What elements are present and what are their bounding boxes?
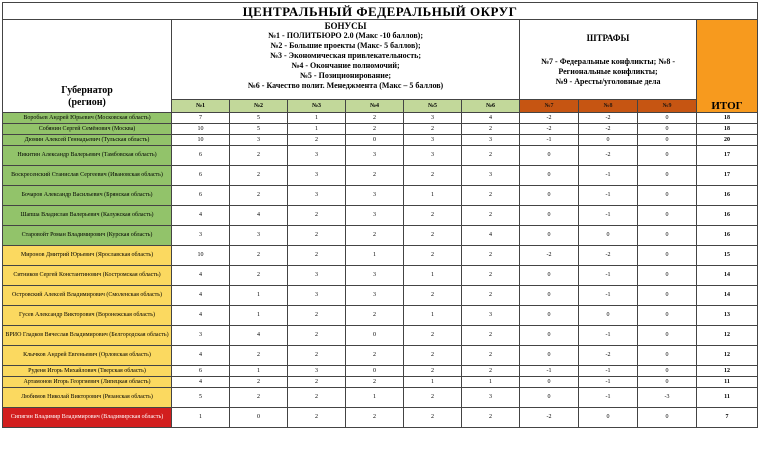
fine-score: 0 xyxy=(638,206,697,226)
bonus-score: 2 xyxy=(230,388,288,408)
fine-score: 0 xyxy=(520,306,579,326)
bonus-score: 3 xyxy=(462,388,520,408)
bonus-score: 3 xyxy=(230,135,288,146)
fines-line: Региональные конфликты; xyxy=(558,66,658,76)
table-row xyxy=(3,186,758,206)
fine-score: -2 xyxy=(520,113,579,124)
total-score: 17 xyxy=(697,146,758,166)
bonus-score: 5 xyxy=(230,113,288,124)
governor-name: Бочаров Александр Васильевич (Брянская область) xyxy=(3,186,172,206)
total-score: 20 xyxy=(697,135,758,146)
bonus-score: 3 xyxy=(346,206,404,226)
table-row xyxy=(3,124,758,135)
total-score: 14 xyxy=(697,266,758,286)
rating-table xyxy=(2,2,758,428)
bonus-score: 1 xyxy=(230,306,288,326)
fine-score: 0 xyxy=(520,146,579,166)
bonus-score: 1 xyxy=(172,408,230,428)
table-row xyxy=(3,166,758,186)
bonus-score: 2 xyxy=(462,246,520,266)
table-row xyxy=(3,326,758,346)
fine-score: 0 xyxy=(520,186,579,206)
bonus-score: 2 xyxy=(288,206,346,226)
fine-score: 0 xyxy=(638,186,697,206)
bonus-score: 2 xyxy=(346,166,404,186)
bonus-score: 5 xyxy=(172,388,230,408)
bonus-score: 2 xyxy=(462,346,520,366)
total-score: 14 xyxy=(697,286,758,306)
fine-score: 0 xyxy=(579,408,638,428)
total-score: 18 xyxy=(697,113,758,124)
fine-score: -1 xyxy=(579,166,638,186)
fine-score: 0 xyxy=(520,377,579,388)
governor-label: Губернатор xyxy=(61,85,113,96)
governor-name: Собянин Сергей Семёнович (Москва) xyxy=(3,124,172,135)
bonus-score: 2 xyxy=(288,135,346,146)
fine-score: 0 xyxy=(638,266,697,286)
fine-score: 0 xyxy=(638,366,697,377)
fines-title: ШТРАФЫ xyxy=(586,32,630,43)
bonus-line: №1 - ПОЛИТБЮРО 2.0 (Макс -10 баллов); xyxy=(268,31,423,40)
fine-score: 0 xyxy=(638,135,697,146)
fine-score: -1 xyxy=(579,206,638,226)
bonus-score: 2 xyxy=(404,246,462,266)
fine-score: 0 xyxy=(638,346,697,366)
total-score: 16 xyxy=(697,186,758,206)
fine-score: -1 xyxy=(579,286,638,306)
bonus-score: 2 xyxy=(346,124,404,135)
fine-number: №9 xyxy=(638,100,697,113)
total-score: 12 xyxy=(697,366,758,377)
table-row xyxy=(3,286,758,306)
fine-score: 0 xyxy=(638,124,697,135)
table-row xyxy=(3,135,758,146)
fine-number: №7 xyxy=(520,100,579,113)
bonus-score: 1 xyxy=(288,113,346,124)
bonus-number: №5 xyxy=(404,100,462,113)
bonus-score: 2 xyxy=(404,366,462,377)
bonus-score: 3 xyxy=(172,226,230,246)
fine-score: -1 xyxy=(579,326,638,346)
governor-name: Старовойт Роман Владимирович (Курская область) xyxy=(3,226,172,246)
total-score: 18 xyxy=(697,124,758,135)
fine-score: 0 xyxy=(638,286,697,306)
bonus-score: 2 xyxy=(288,408,346,428)
bonus-number: №1 xyxy=(172,100,230,113)
bonus-score: 4 xyxy=(172,206,230,226)
fine-score: -1 xyxy=(579,266,638,286)
bonus-score: 2 xyxy=(230,246,288,266)
bonus-score: 3 xyxy=(462,166,520,186)
fine-score: -1 xyxy=(579,388,638,408)
table-row xyxy=(3,346,758,366)
fine-score: 0 xyxy=(638,326,697,346)
fine-score: 0 xyxy=(520,206,579,226)
bonus-score: 1 xyxy=(404,306,462,326)
bonus-score: 3 xyxy=(404,135,462,146)
bonus-score: 4 xyxy=(172,286,230,306)
fine-score: 0 xyxy=(579,135,638,146)
governor-name: Никитин Александр Валерьевич (Тамбовская область) xyxy=(3,146,172,166)
total-score: 11 xyxy=(697,377,758,388)
bonus-score: 0 xyxy=(346,135,404,146)
bonus-score: 2 xyxy=(462,266,520,286)
bonus-score: 1 xyxy=(404,186,462,206)
bonus-score: 2 xyxy=(404,408,462,428)
bonus-score: 2 xyxy=(462,408,520,428)
bonus-score: 6 xyxy=(172,146,230,166)
governor-column-header xyxy=(3,20,172,113)
bonus-score: 7 xyxy=(172,113,230,124)
bonus-score: 2 xyxy=(346,377,404,388)
table-row xyxy=(3,366,758,377)
governor-name: Воскресенский Станислав Сергеевич (Ивановская область) xyxy=(3,166,172,186)
fine-score: -2 xyxy=(579,346,638,366)
fine-score: 0 xyxy=(638,146,697,166)
fine-score: 0 xyxy=(579,226,638,246)
bonus-title: БОНУСЫ xyxy=(324,21,367,31)
bonus-score: 2 xyxy=(462,124,520,135)
bonus-score: 5 xyxy=(230,124,288,135)
bonus-score: 3 xyxy=(288,186,346,206)
bonus-number: №3 xyxy=(288,100,346,113)
bonus-score: 3 xyxy=(230,226,288,246)
bonus-score: 1 xyxy=(346,388,404,408)
table-row xyxy=(3,206,758,226)
fine-score: -2 xyxy=(520,124,579,135)
bonus-score: 10 xyxy=(172,246,230,266)
total-score: 12 xyxy=(697,326,758,346)
table-row xyxy=(3,226,758,246)
governor-name: Руденя Игорь Михайлович (Тверская область) xyxy=(3,366,172,377)
total-score: 11 xyxy=(697,388,758,408)
bonus-line: №2 - Большие проекты (Макс- 5 баллов); xyxy=(270,41,421,50)
governor-name: Артамонов Игорь Георгиевич (Липецкая область) xyxy=(3,377,172,388)
bonus-score: 4 xyxy=(172,346,230,366)
page-title: ЦЕНТРАЛЬНЫЙ ФЕДЕРАЛЬНЫЙ ОКРУГ xyxy=(3,3,758,20)
bonus-score: 2 xyxy=(288,377,346,388)
fine-score: -2 xyxy=(579,124,638,135)
fine-score: -1 xyxy=(520,135,579,146)
bonus-score: 3 xyxy=(288,366,346,377)
bonus-line: №3 - Экономическая привлекательность; xyxy=(269,51,422,60)
total-score: 16 xyxy=(697,226,758,246)
bonus-score: 2 xyxy=(288,326,346,346)
bonus-score: 3 xyxy=(288,146,346,166)
bonus-score: 3 xyxy=(288,266,346,286)
region-label: (регион) xyxy=(68,97,106,108)
total-score: 16 xyxy=(697,206,758,226)
bonus-score: 2 xyxy=(462,366,520,377)
bonus-score: 4 xyxy=(230,326,288,346)
fine-score: 0 xyxy=(638,377,697,388)
total-score: 15 xyxy=(697,246,758,266)
fine-score: 0 xyxy=(579,306,638,326)
fine-score: -2 xyxy=(579,146,638,166)
table-row xyxy=(3,377,758,388)
bonus-score: 0 xyxy=(230,408,288,428)
total-score: 12 xyxy=(697,346,758,366)
total-header: ИТОГ xyxy=(697,20,758,113)
bonus-score: 4 xyxy=(172,377,230,388)
bonus-score: 3 xyxy=(462,135,520,146)
bonus-score: 2 xyxy=(462,286,520,306)
fine-number: №8 xyxy=(579,100,638,113)
bonus-line: №6 - Качество полит. Менеджмента (Макс – 5 баллов) xyxy=(247,81,444,90)
fine-score: -1 xyxy=(579,186,638,206)
fine-score: 0 xyxy=(520,346,579,366)
bonus-score: 6 xyxy=(172,366,230,377)
total-score: 17 xyxy=(697,166,758,186)
bonus-line: №5 - Позиционирование; xyxy=(299,71,392,80)
bonus-score: 3 xyxy=(288,166,346,186)
governor-name: Островский Алексей Владимирович (Смоленская область) xyxy=(3,286,172,306)
bonus-number: №2 xyxy=(230,100,288,113)
table-row xyxy=(3,388,758,408)
bonus-number: №4 xyxy=(346,100,404,113)
table-row xyxy=(3,306,758,326)
governor-name: Гусев Александр Викторович (Воронежская область) xyxy=(3,306,172,326)
fine-score: -2 xyxy=(520,408,579,428)
bonus-score: 0 xyxy=(346,326,404,346)
bonus-score: 10 xyxy=(172,124,230,135)
bonus-score: 3 xyxy=(404,146,462,166)
bonus-score: 1 xyxy=(404,377,462,388)
bonus-score: 3 xyxy=(172,326,230,346)
fine-score: -2 xyxy=(520,246,579,266)
fine-score: 0 xyxy=(520,286,579,306)
fine-score: 0 xyxy=(520,166,579,186)
bonus-score: 6 xyxy=(172,166,230,186)
bonus-score: 2 xyxy=(346,306,404,326)
bonus-score: 2 xyxy=(230,186,288,206)
governor-name: Любимов Николай Викторович (Рязанская область) xyxy=(3,388,172,408)
bonus-score: 10 xyxy=(172,135,230,146)
bonus-score: 2 xyxy=(404,226,462,246)
bonus-score: 2 xyxy=(404,388,462,408)
bonus-score: 2 xyxy=(462,186,520,206)
bonus-score: 2 xyxy=(346,226,404,246)
bonus-score: 4 xyxy=(462,226,520,246)
bonus-score: 1 xyxy=(346,246,404,266)
governor-name: Воробьев Андрей Юрьевич (Московская область) xyxy=(3,113,172,124)
bonus-score: 4 xyxy=(172,306,230,326)
bonus-score: 2 xyxy=(404,346,462,366)
fine-score: 0 xyxy=(638,226,697,246)
bonus-score: 2 xyxy=(230,346,288,366)
bonus-score: 2 xyxy=(404,326,462,346)
bonus-score: 3 xyxy=(346,186,404,206)
bonus-score: 2 xyxy=(288,226,346,246)
governor-name: Дюмин Алексей Геннадьевич (Тульская область) xyxy=(3,135,172,146)
bonus-score: 2 xyxy=(230,266,288,286)
bonus-score: 2 xyxy=(404,286,462,306)
fine-score: 0 xyxy=(520,326,579,346)
bonus-score: 3 xyxy=(404,113,462,124)
fines-header xyxy=(520,20,697,100)
bonus-score: 1 xyxy=(462,377,520,388)
fines-line: №9 - Аресты/уголовные дела xyxy=(555,76,661,86)
table-row xyxy=(3,266,758,286)
bonus-score: 2 xyxy=(288,246,346,266)
table-row xyxy=(3,246,758,266)
fine-score: -2 xyxy=(579,113,638,124)
bonus-score: 2 xyxy=(346,408,404,428)
bonus-header xyxy=(172,20,520,100)
bonus-score: 2 xyxy=(230,146,288,166)
fine-score: -2 xyxy=(579,246,638,266)
bonus-score: 3 xyxy=(346,146,404,166)
bonus-score: 3 xyxy=(462,306,520,326)
table-row xyxy=(3,146,758,166)
bonus-score: 2 xyxy=(404,124,462,135)
bonus-line: №4 - Окончание полномочий; xyxy=(291,61,400,70)
bonus-score: 2 xyxy=(288,346,346,366)
bonus-score: 2 xyxy=(288,388,346,408)
bonus-score: 2 xyxy=(404,166,462,186)
bonus-score: 4 xyxy=(462,113,520,124)
governor-name: Шапша Владислав Валерьевич (Калужская область) xyxy=(3,206,172,226)
fine-score: 0 xyxy=(638,408,697,428)
bonus-score: 1 xyxy=(230,366,288,377)
fine-score: 0 xyxy=(520,226,579,246)
governor-name: Ситников Сергей Константинович (Костромская область) xyxy=(3,266,172,286)
bonus-score: 1 xyxy=(288,124,346,135)
fine-score: 0 xyxy=(638,246,697,266)
governor-name: Сипягин Владимир Владимирович (Владимирская область) xyxy=(3,408,172,428)
table-row xyxy=(3,408,758,428)
bonus-score: 2 xyxy=(288,306,346,326)
bonus-score: 1 xyxy=(230,286,288,306)
fine-score: 0 xyxy=(520,266,579,286)
bonus-score: 3 xyxy=(288,286,346,306)
fine-score: 0 xyxy=(520,388,579,408)
fine-score: -1 xyxy=(520,366,579,377)
bonus-score: 2 xyxy=(346,346,404,366)
fine-score: 0 xyxy=(638,306,697,326)
table-row xyxy=(3,113,758,124)
bonus-number: №6 xyxy=(462,100,520,113)
bonus-score: 2 xyxy=(230,377,288,388)
governor-name: ВРИО Гладков Вячеслав Владимирович (Белгородская область) xyxy=(3,326,172,346)
bonus-score: 4 xyxy=(172,266,230,286)
bonus-score: 2 xyxy=(404,206,462,226)
bonus-score: 2 xyxy=(346,113,404,124)
bonus-score: 2 xyxy=(230,166,288,186)
total-score: 7 xyxy=(697,408,758,428)
fine-score: -1 xyxy=(579,377,638,388)
fine-score: -3 xyxy=(638,388,697,408)
fine-score: 0 xyxy=(638,113,697,124)
total-score: 13 xyxy=(697,306,758,326)
bonus-score: 6 xyxy=(172,186,230,206)
table-body xyxy=(3,113,758,428)
bonus-score: 3 xyxy=(346,266,404,286)
bonus-score: 0 xyxy=(346,366,404,377)
bonus-score: 2 xyxy=(462,146,520,166)
fines-line: №7 - Федеральные конфликты; №8 - xyxy=(541,56,675,66)
fine-score: -1 xyxy=(579,366,638,377)
bonus-score: 2 xyxy=(462,326,520,346)
governor-name: Миронов Дмитрий Юрьевич (Ярославская область) xyxy=(3,246,172,266)
governor-name: Клычков Андрей Евгеньевич (Орловская область) xyxy=(3,346,172,366)
bonus-score: 2 xyxy=(462,206,520,226)
fine-score: 0 xyxy=(638,166,697,186)
bonus-score: 3 xyxy=(346,286,404,306)
bonus-score: 1 xyxy=(404,266,462,286)
bonus-score: 4 xyxy=(230,206,288,226)
